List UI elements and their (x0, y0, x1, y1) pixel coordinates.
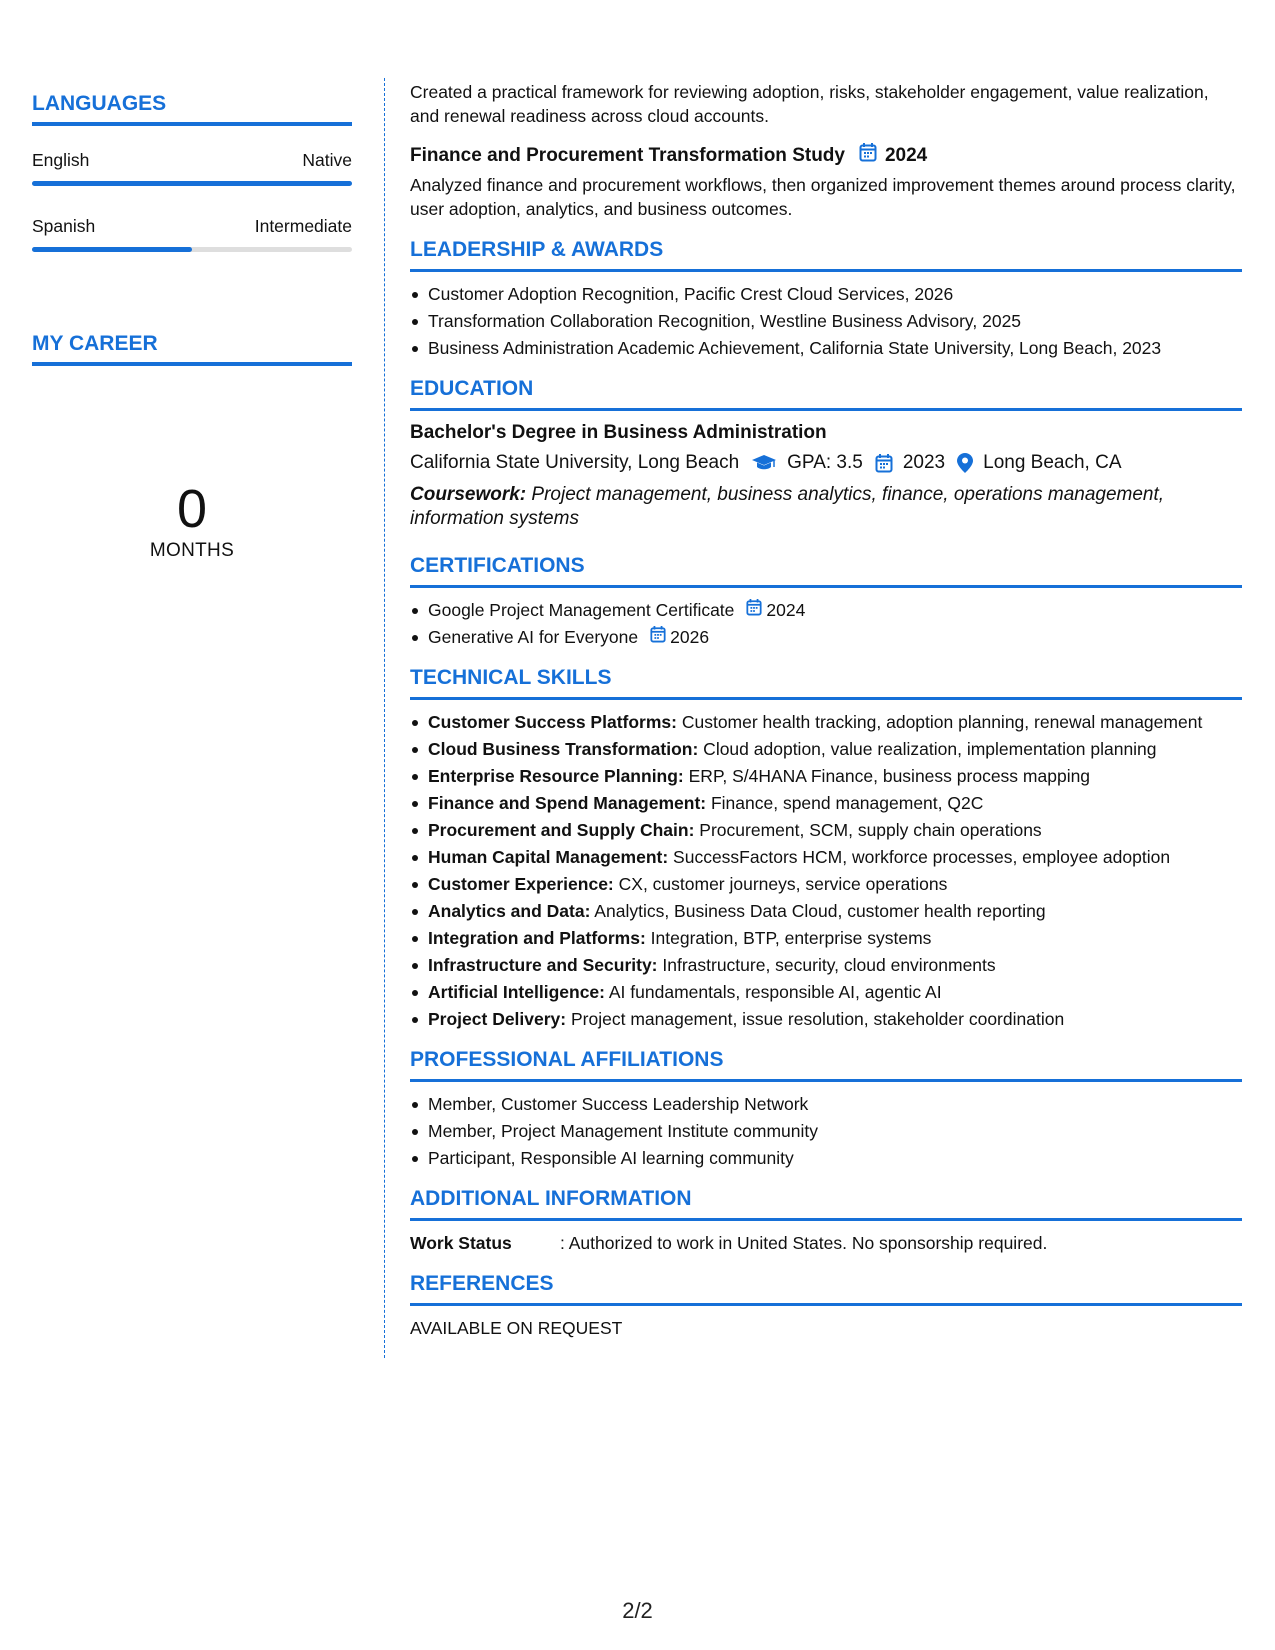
language-level: Native (302, 150, 352, 170)
coursework-label: Coursework: (410, 484, 527, 505)
coursework-text: Project management, business analytics, finance, operations management, information systems (410, 484, 1165, 529)
skill-values: CX, customer journeys, service operations (613, 874, 948, 894)
skill-category: Enterprise Resource Planning: (428, 766, 684, 786)
certification-name: Google Project Management Certificate (428, 600, 735, 620)
certifications-list (410, 598, 1242, 649)
degree-meta (410, 451, 1242, 475)
skill-category: Procurement and Supply Chain: (428, 820, 695, 840)
affiliations-heading: PROFESSIONAL AFFILIATIONS (410, 1047, 1242, 1082)
list-item (410, 764, 1242, 788)
skill-category: Project Delivery: (428, 1009, 567, 1029)
language-proficiency-fill (32, 247, 192, 252)
skill-values: Integration, BTP, enterprise systems (645, 928, 932, 948)
list-item (410, 625, 1242, 649)
language-proficiency-bar (32, 247, 352, 252)
intro-text: Created a practical framework for reviewing adoption, risks, stakeholder engagement, value realization, and renewal readiness across cloud accounts. (410, 82, 1209, 126)
list-item (410, 845, 1242, 869)
list-item: Participant, Responsible AI learning community (410, 1146, 1242, 1170)
calendar-icon (875, 453, 893, 473)
list-item (410, 899, 1242, 923)
skill-category: Artificial Intelligence: (428, 982, 605, 1002)
language-english (32, 150, 352, 186)
graduation-cap-icon (751, 454, 777, 472)
language-name: Spanish (32, 216, 96, 236)
list-item (410, 818, 1242, 842)
leadership-list (410, 282, 1242, 360)
work-status-label: Work Status (410, 1233, 512, 1253)
list-item: Member, Project Management Institute community (410, 1119, 1242, 1143)
list-item (410, 791, 1242, 815)
list-item (410, 953, 1242, 977)
skills-list (410, 710, 1242, 1031)
skill-category: Integration and Platforms: (428, 928, 646, 948)
skill-values: Cloud adoption, value realization, implementation planning (698, 739, 1157, 759)
language-proficiency-fill (32, 181, 352, 186)
certification-year: 2024 (766, 600, 806, 620)
skill-values: SuccessFactors HCM, workforce processes, employee adoption (668, 847, 1171, 867)
project-description: Analyzed finance and procurement workflows, then organized improvement themes around process clarity, user adoption, analytics, and business outcomes. (410, 175, 1236, 219)
page-indicator: 2/2 (622, 1598, 653, 1623)
work-status-row (410, 1231, 1242, 1255)
graduation-year: 2023 (902, 452, 946, 473)
skill-values: Finance, spend management, Q2C (706, 793, 984, 813)
list-item (410, 710, 1242, 734)
school-name: California State University, Long Beach (410, 452, 740, 473)
gpa: GPA: 3.5 (787, 452, 863, 473)
additional-info-heading: ADDITIONAL INFORMATION (410, 1186, 1242, 1221)
list-item (410, 872, 1242, 896)
references-heading: REFERENCES (410, 1271, 1242, 1306)
language-proficiency-bar (32, 181, 352, 186)
skill-category: Human Capital Management: (428, 847, 669, 867)
project-title: Finance and Procurement Transformation Study (410, 144, 845, 166)
list-item: Transformation Collaboration Recognition, Westline Business Advisory, 2025 (410, 309, 1242, 333)
skill-values: Infrastructure, security, cloud environments (657, 955, 996, 975)
skill-values: Procurement, SCM, supply chain operations (694, 820, 1042, 840)
calendar-icon (746, 598, 762, 622)
skill-values: Project management, issue resolution, stakeholder coordination (566, 1009, 1065, 1029)
degree-title: Bachelor's Degree in Business Administration (410, 422, 827, 443)
main-column (410, 80, 1242, 1340)
references-text: AVAILABLE ON REQUEST (410, 1318, 623, 1338)
calendar-icon (859, 142, 877, 169)
skill-values: AI fundamentals, responsible AI, agentic AI (604, 982, 942, 1002)
coursework (410, 483, 1242, 531)
career-count (32, 479, 352, 562)
list-item: Member, Customer Success Leadership Network (410, 1092, 1242, 1116)
career-unit: MONTHS (149, 540, 235, 561)
list-item (410, 980, 1242, 1004)
map-pin-icon (957, 453, 973, 473)
skill-category: Finance and Spend Management: (428, 793, 707, 813)
list-item: Customer Adoption Recognition, Pacific Crest Cloud Services, 2026 (410, 282, 1242, 306)
leadership-heading: LEADERSHIP & AWARDS (410, 237, 1242, 272)
work-status-value: : Authorized to work in United States. No sponsorship required. (560, 1233, 1048, 1253)
skill-category: Infrastructure and Security: (428, 955, 658, 975)
affiliations-list (410, 1092, 1242, 1170)
project-year: 2024 (884, 144, 928, 166)
skills-heading: TECHNICAL SKILLS (410, 665, 1242, 700)
list-item (410, 598, 1242, 622)
project-title-row (410, 142, 1242, 169)
list-item (410, 737, 1242, 761)
column-divider (384, 78, 385, 1358)
list-item (410, 1007, 1242, 1031)
skill-values: ERP, S/4HANA Finance, business process mapping (683, 766, 1091, 786)
skill-category: Customer Experience: (428, 874, 614, 894)
school-location: Long Beach, CA (983, 452, 1122, 473)
skill-values: Analytics, Business Data Cloud, customer health reporting (590, 901, 1046, 921)
certification-name: Generative AI for Everyone (428, 627, 639, 647)
career-section (32, 332, 352, 562)
language-spanish (32, 216, 352, 252)
skill-category: Customer Success Platforms: (428, 712, 677, 732)
sidebar (32, 92, 352, 562)
calendar-icon (650, 625, 666, 649)
career-number: 0 (176, 479, 208, 539)
skill-values: Customer health tracking, adoption planning, renewal management (676, 712, 1203, 732)
list-item: Business Administration Academic Achievement, California State University, Long Beach, 2023 (410, 336, 1242, 360)
languages-heading: LANGUAGES (32, 92, 352, 126)
skill-category: Analytics and Data: (428, 901, 591, 921)
language-name: English (32, 150, 90, 170)
certifications-heading: CERTIFICATIONS (410, 553, 1242, 588)
language-level: Intermediate (254, 216, 352, 236)
certification-year: 2026 (670, 627, 710, 647)
career-heading: MY CAREER (32, 332, 352, 366)
education-heading: EDUCATION (410, 376, 1242, 411)
skill-category: Cloud Business Transformation: (428, 739, 699, 759)
list-item (410, 926, 1242, 950)
